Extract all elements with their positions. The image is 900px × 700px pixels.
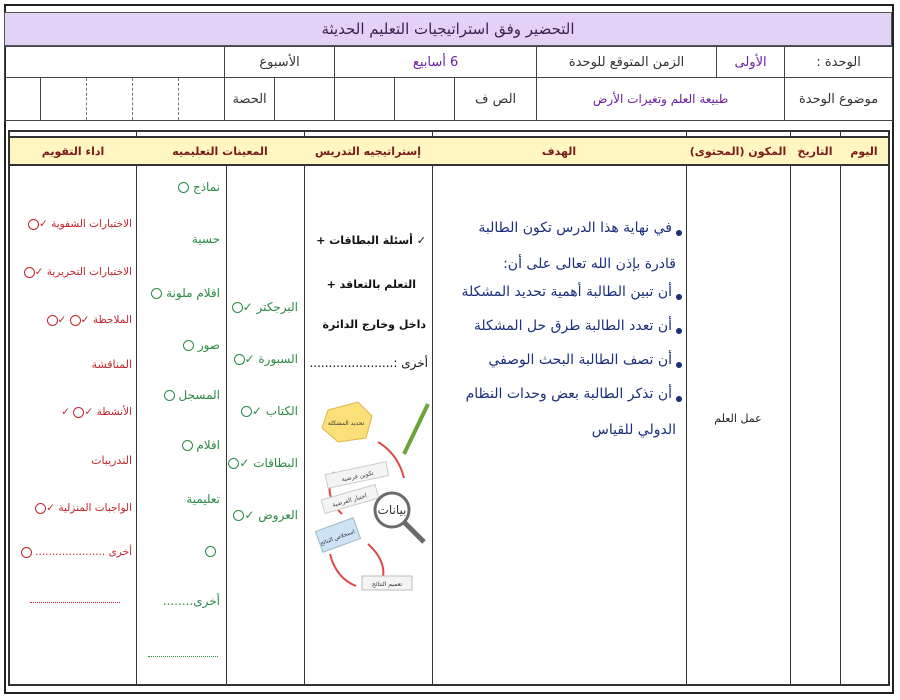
check-circle-icon [24, 267, 35, 278]
check-circle-icon [232, 302, 243, 313]
assess-label: الاختبارات التحريرية [46, 266, 132, 278]
assess-discussion: المناقشة [91, 358, 132, 371]
aid-label: نماذج [192, 180, 220, 194]
diagram-label: بيانات [377, 503, 407, 517]
aid-other-dots [148, 656, 218, 657]
check-circle-icon [28, 219, 39, 230]
circle-icon [183, 340, 194, 351]
assess-observation: الملاحظة ✓ ✓ [16, 314, 132, 326]
strategy-line-3: داخل وخارج الدائرة [322, 318, 426, 331]
aid-projector: البرجكتر ✓ [236, 300, 298, 314]
class-cell-3 [275, 78, 335, 121]
header-strategy: إستراتيجيه التدريس [304, 136, 432, 166]
circle-icon [178, 182, 189, 193]
diagram-label: تكوين فرضية [341, 469, 375, 484]
aid-label: افلام [196, 438, 220, 452]
header-assessment: اداء التقويم [10, 136, 136, 166]
assess-label: الاختبارات الشفوية [51, 218, 132, 230]
circle-icon [151, 288, 162, 299]
component-value: عمل العلم [714, 412, 762, 425]
unit-info-table [4, 46, 893, 121]
goal-bullet [676, 230, 682, 236]
aid-other-circle [140, 544, 216, 558]
check-circle-icon [70, 315, 81, 326]
aid-models [140, 180, 220, 194]
period-cell-4 [41, 78, 87, 121]
week-label: الأسبوع [225, 47, 335, 78]
aid-label: اقلام ملونة [166, 286, 220, 300]
aids-col-divider [136, 132, 137, 684]
diagram-label: اختبار الفرضية [331, 492, 368, 509]
aid-label: البطاقات [253, 456, 298, 470]
aid-pictures [140, 338, 220, 352]
pencil-icon [404, 404, 428, 454]
goal-intro-2: قادرة بإذن الله تعالى على أن: [503, 256, 676, 272]
assess-homework: الواجبات المنزلية ✓ [16, 502, 132, 514]
header-component: المكون (المحتوى) [686, 136, 790, 166]
check-circle-icon [47, 315, 58, 326]
assess-exercises: التدريبات [91, 454, 132, 467]
aid-book: الكتاب ✓ [236, 404, 298, 418]
aid-films [140, 438, 220, 452]
assess-label: الملاحظة [92, 314, 132, 326]
diagram-label: استخلاص النتائج [319, 529, 356, 548]
topic-label: موضوع الوحدة [785, 78, 893, 121]
circle-icon [21, 547, 32, 558]
check-circle-icon [35, 503, 46, 514]
date-col-divider [790, 132, 791, 684]
strategy-other: أخرى :...................... [309, 356, 428, 370]
circle-icon [182, 440, 193, 451]
aid-label: صور [197, 338, 220, 352]
assess-activities: الأنشطة ✓ ✓ [61, 406, 132, 418]
aid-label: الكتاب [265, 404, 298, 418]
period-cell-2 [133, 78, 179, 121]
strategy-line-1: ✓ أسئلة البطاقات + [316, 234, 426, 247]
header-day: اليوم [840, 136, 888, 166]
goal-item: أن تعدد الطالبة طرق حل المشكلة [473, 318, 672, 334]
assess-label: الأنشطة [96, 406, 132, 418]
class-cell-1 [395, 78, 455, 121]
page-title: التحضير وفق استراتيجيات التعليم الحديثة [4, 12, 892, 46]
topic-value: طبيعة العلم وتغيرات الأرض [537, 78, 785, 121]
aid-label: السبورة [258, 352, 298, 366]
assess-written: الاختبارات التحريرية ✓ [16, 266, 132, 278]
aid-models-cont: حسية [191, 232, 220, 246]
goal-item-cont: الدولي للقياس [591, 422, 676, 438]
day-col-divider [840, 132, 841, 684]
aid-films-cont: تعليمية [186, 492, 220, 506]
aid-label: المسجل [178, 388, 220, 402]
header-goal: الهدف [432, 136, 686, 166]
aid-label: البرجكتر [256, 300, 298, 314]
component-col-divider [686, 132, 687, 684]
check-circle-icon [73, 407, 84, 418]
duration-value: 6 أسابيع [335, 47, 537, 78]
period-cell-5 [5, 78, 41, 121]
circle-icon [164, 390, 175, 401]
week-value-cell [5, 47, 225, 78]
aid-other: أخرى........ [162, 594, 220, 608]
aid-cards: البطاقات ✓ [236, 456, 298, 470]
duration-label: الزمن المتوقع للوحدة [537, 47, 717, 78]
aid-colored-pens [140, 286, 220, 300]
goal-bullet [676, 362, 682, 368]
circle-icon [205, 546, 216, 557]
diagram-label: تحديد المشكلة [327, 420, 365, 427]
goal-bullet [676, 294, 682, 300]
goal-col-divider [432, 132, 433, 684]
assess-label: الواجبات المنزلية [58, 502, 132, 514]
goal-item: أن تصف الطالبة البحث الوصفي [488, 352, 672, 368]
goal-bullet [676, 396, 682, 402]
assess-label: أخرى ..................... [35, 546, 132, 558]
period-cell-3 [87, 78, 133, 121]
assess-other-dots [30, 602, 120, 603]
arrow-icon [330, 554, 356, 586]
check-circle-icon [233, 510, 244, 521]
header-date: التاريخ [790, 136, 840, 166]
aid-recorder [140, 388, 220, 402]
aid-presentations: العروض ✓ [236, 508, 298, 522]
strategy-col-divider [304, 132, 305, 684]
goal-intro: في نهاية هذا الدرس تكون الطالبة [478, 220, 672, 236]
goal-item: أن تبين الطالبة أهمية تحديد المشكلة [461, 284, 672, 300]
check-circle-icon [241, 406, 252, 417]
goal-bullet [676, 328, 682, 334]
check-circle-icon [228, 458, 239, 469]
assess-other [16, 546, 132, 558]
assess-oral: الاختبارات الشفوية ✓ [16, 218, 132, 230]
strategy-line-2: التعلم بالتعاقد + [326, 278, 416, 291]
unit-value: الأولى [717, 47, 785, 78]
aid-label: العروض [258, 508, 298, 522]
magnifier-handle [404, 522, 424, 542]
period-label: الحصة [225, 78, 275, 121]
scientific-method-diagram [308, 394, 432, 614]
goal-item: أن تذكر الطالبة بعض وحدات النظام [465, 386, 672, 402]
header-aids: المعينات التعليميه [136, 136, 304, 166]
check-circle-icon [234, 354, 245, 365]
aids-split-divider [226, 166, 227, 684]
unit-label: الوحدة : [785, 47, 893, 78]
class-label: الص ف [455, 78, 537, 121]
aid-board: السبورة ✓ [236, 352, 298, 366]
lesson-body-table [8, 130, 890, 686]
period-cell-1 [179, 78, 225, 121]
diagram-label: تعميم النتائج [371, 581, 403, 588]
class-cell-2 [335, 78, 395, 121]
